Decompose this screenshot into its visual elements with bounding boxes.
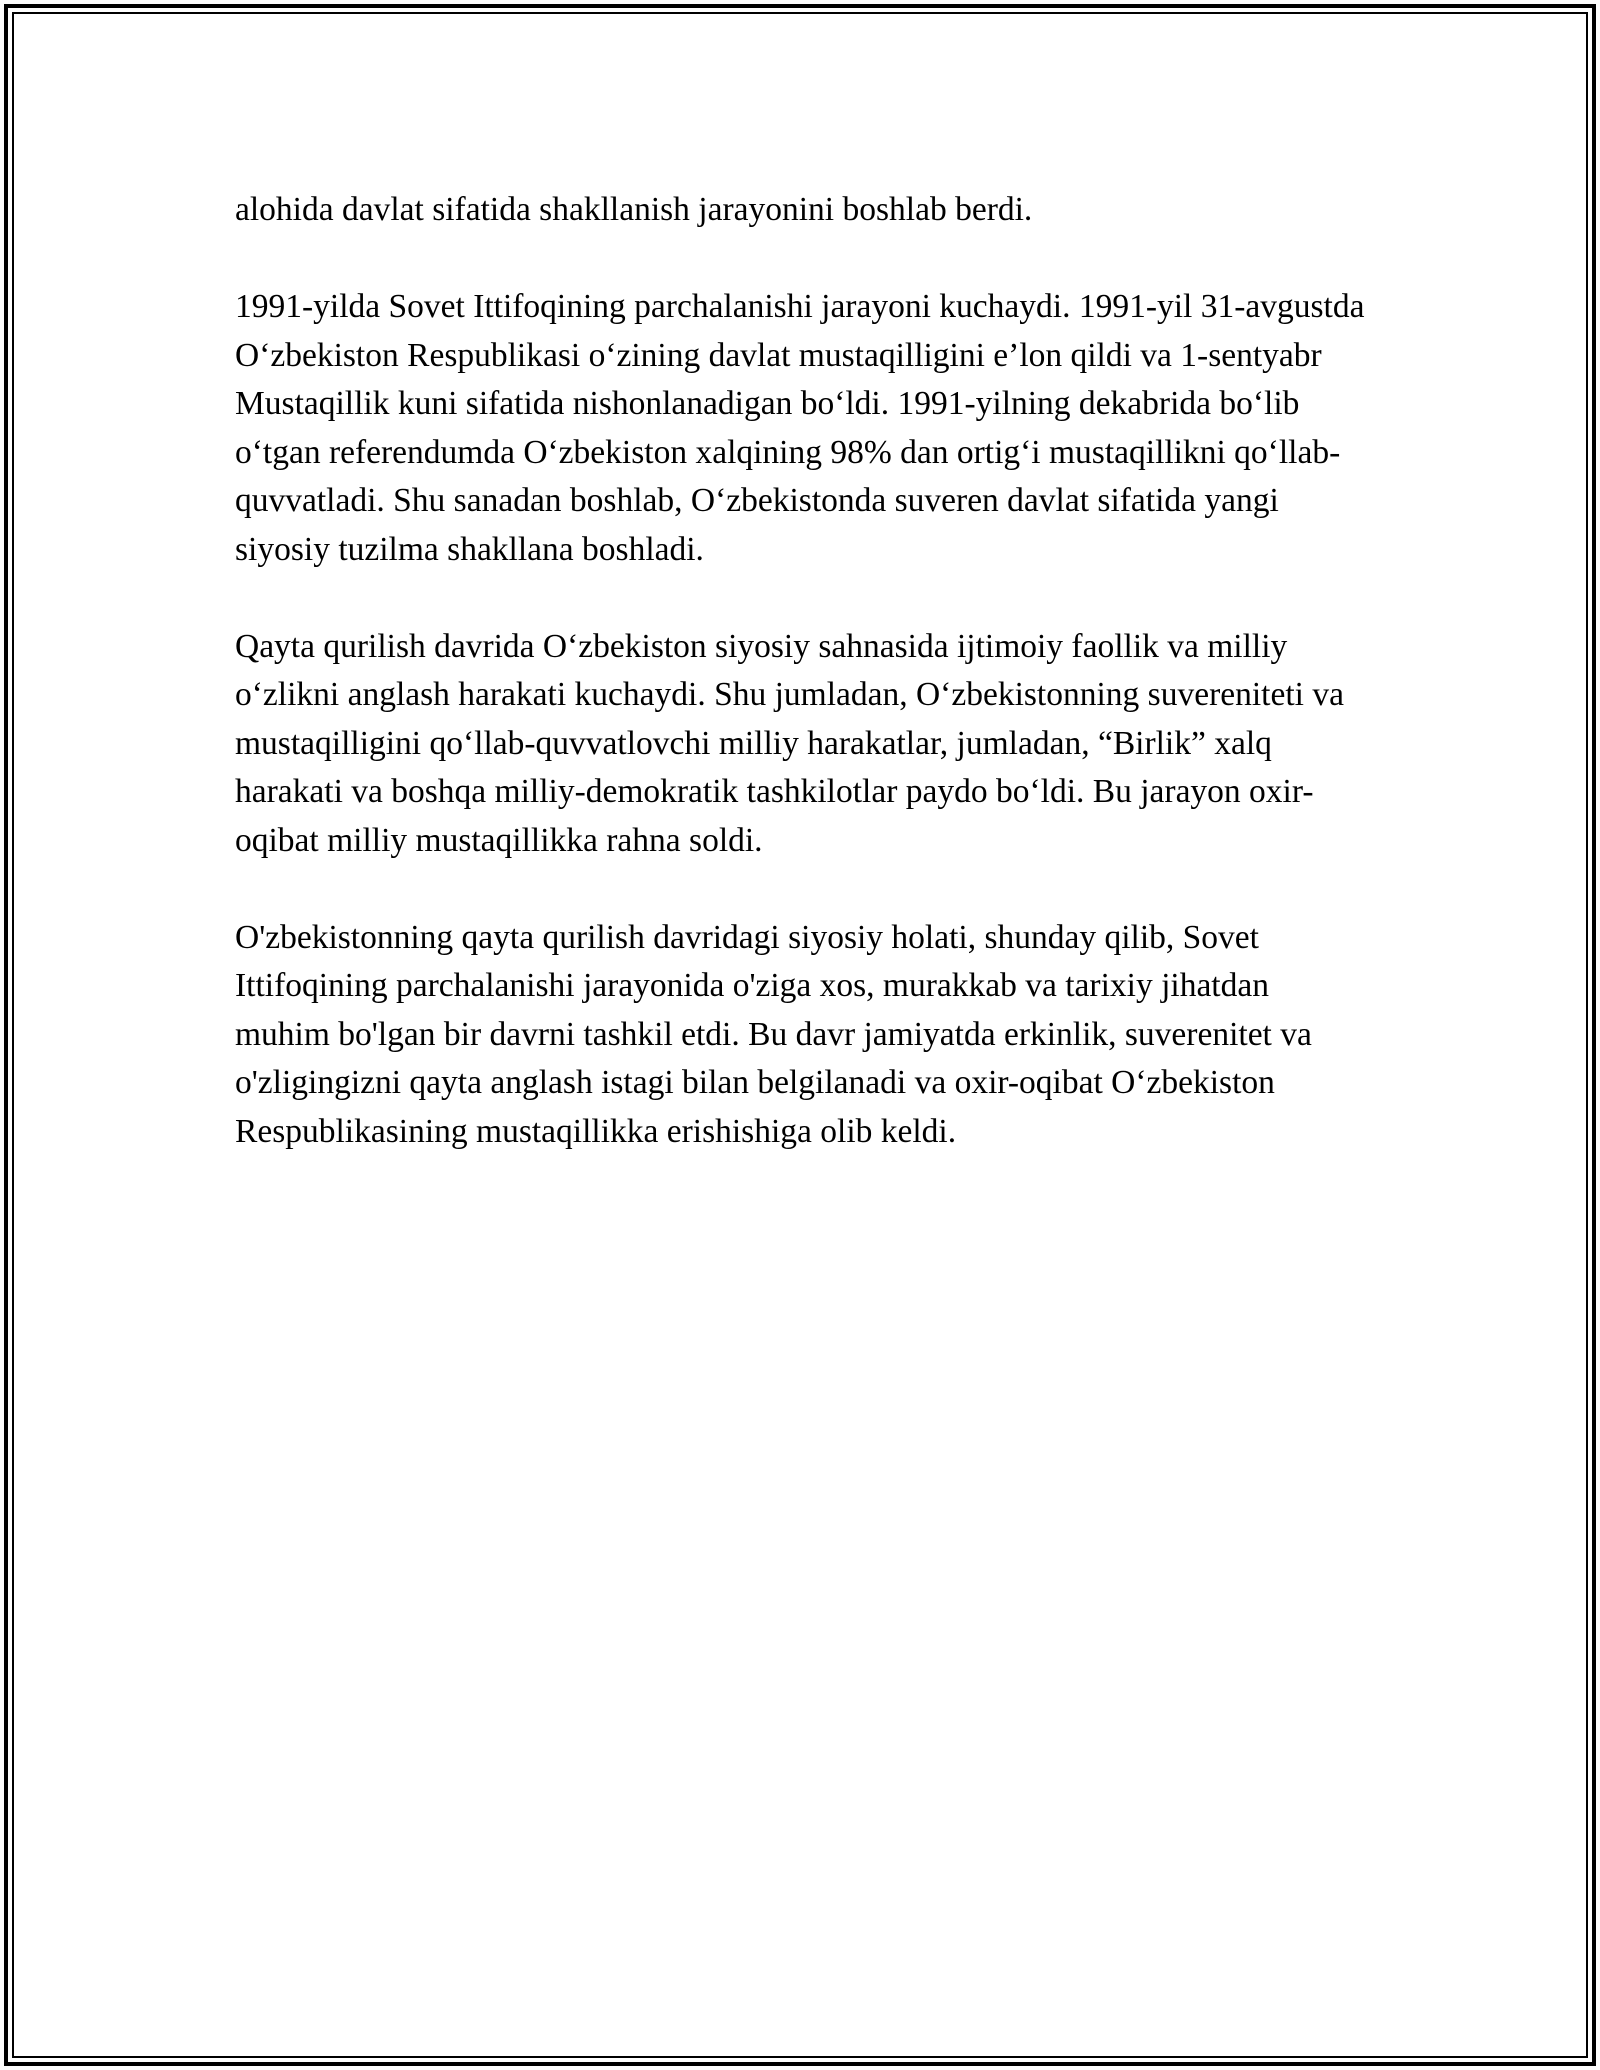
document-body	[235, 186, 1365, 1205]
paragraph-2: 1991-yilda Sovet Ittifoqining parchalanishi jarayoni kuchaydi. 1991-yil 31-avgustda O‘zbekiston Respublikasi o‘zining davlat mustaqilligini e’lon qildi va 1-sentyabr Mustaqillik kuni sifatida nishonlanadigan bo‘ldi. 1991-yilning dekabrida bo‘lib o‘tgan referendumda O‘zbekiston xalqining 98% dan ortig‘i mustaqillikni qo‘llab-quvvatladi. Shu sanadan boshlab, O‘zbekistonda suveren davlat sifatida yangi siyosiy tuzilma shakllana boshladi.	[235, 288, 1365, 568]
paragraph-4: O'zbekistonning qayta qurilish davridagi siyosiy holati, shunday qilib, Sovet Ittifoqining parchalanishi jarayonida o'ziga xos, murakkab va tarixiy jihatdan muhim bo'lgan bir davrni tashkil etdi. Bu davr jamiyatda erkinlik, suverenitet va o'zligingizni qayta anglash istagi bilan belgilanadi va oxir-oqibat O‘zbekiston Respublikasining mustaqillikka erishishiga olib keldi.	[235, 918, 1312, 1150]
paragraph-1: alohida davlat sifatida shakllanish jarayonini boshlab berdi.	[235, 191, 1033, 228]
paragraph-3: Qayta qurilish davrida O‘zbekiston siyosiy sahnasida ijtimoiy faollik va milliy o‘zlikni anglash harakati kuchaydi. Shu jumladan, O‘zbekistonning suvereniteti va mustaqilligini qo‘llab-quvvatlovchi milliy harakatlar, jumladan, “Birlik” xalq harakati va boshqa milliy-demokratik tashkilotlar paydo bo‘ldi. Bu jarayon oxir-oqibat milliy mustaqillikka rahna soldi.	[235, 627, 1344, 859]
